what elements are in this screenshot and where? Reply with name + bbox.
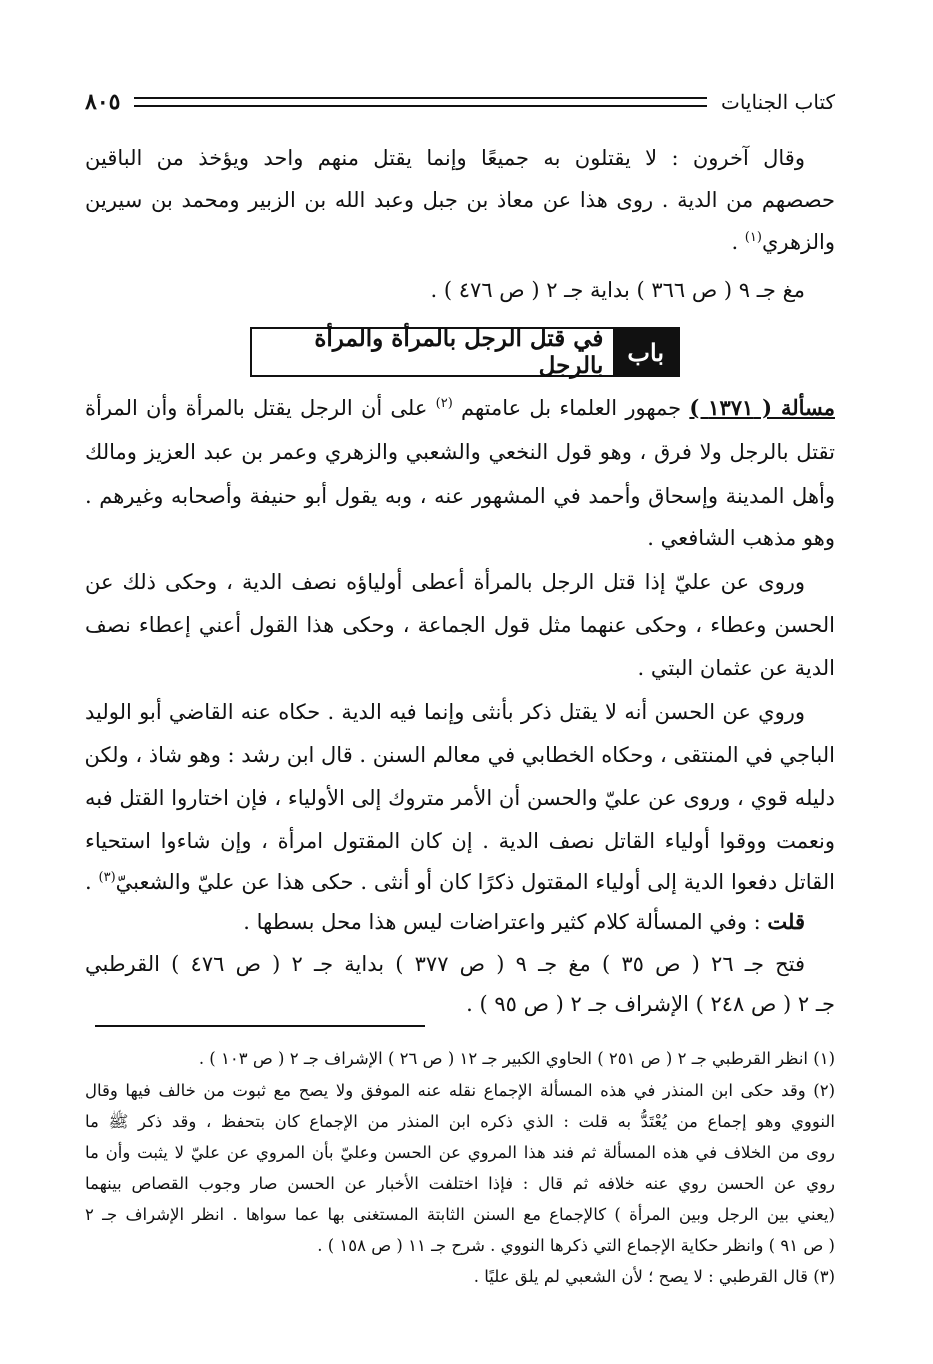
footnote: النووي وهو إجماع من يُعْتَدُّ به قلت : الذي ذكره ابن المنذر من الإجماع كان بتحفظ ، وقد ذكر ﷺ ما	[85, 1112, 835, 1131]
text-span: جمهور العلماء بل عامتهم	[452, 396, 690, 420]
reference-line: فتح جـ ٢٦ ( ص ٣٥ ) مغ جـ ٩ ( ص ٣٧٧ ) بداية جـ ٢ ( ص ٤٧٦ ) القرطبي	[85, 952, 806, 976]
text-line: الحسن وعطاء ، وحكى عنهما مثل قول الجماعة ، وحكى هذا القول أعني إعطاء نصف	[85, 613, 835, 637]
text-line	[85, 862, 835, 902]
text-line: الباجي في المنتقى ، وحكاه الخطابي في معالم السنن . قال ابن رشد : وهو شاذ ، ولكن	[84, 743, 835, 767]
footnote: (يعني بين الرجل وبين المرأة ) كالإجماع مع السنن الثابتة المستغنى بها عما سواها . انظر الإشراف جـ ٢	[85, 1205, 835, 1224]
text-line	[85, 222, 835, 262]
text-line: الدية عن عثمان البتي .	[637, 656, 835, 680]
chapter-heading	[250, 327, 680, 377]
text-span: والزهري	[761, 230, 835, 254]
text-line: وقال آخرون : لا يقتلون به جميعًا وإنما يقتل منهم واحد ويؤخذ من الباقين	[85, 146, 805, 170]
footnote: (٣) قال القرطبي : لا يصح ؛ لأن الشعبي لم يلق عليًا .	[473, 1267, 835, 1286]
text-line: وهو مذهب الشافعي .	[647, 526, 835, 550]
text-line: وروى عن عليّ إذا قتل الرجل بالمرأة أعطى أولياؤه نصف الدية ، وحكى ذلك عن	[85, 570, 805, 594]
text-line: حصصهم من الدية . روى هذا عن معاذ بن جبل وعبد الله بن الزبير ومحمد بن سيرين	[85, 188, 835, 212]
book-page	[85, 82, 835, 1332]
footnote-marker: (١)	[744, 230, 762, 245]
text-span: القاتل دفعوا الدية إلى أولياء المقتول ذكرًا كان أو أنثى . حكى هذا عن عليّ والشعبيّ	[115, 870, 835, 894]
footnote: ( ص ٩١ ) وانظر حكاية الإجماع التي ذكرها النووي . شرح جـ ١١ ( ص ١٥٨ ) .	[317, 1236, 835, 1255]
page-number: ٨٠٥	[85, 89, 121, 115]
text-line: وأهل المدينة وإسحاق وأحمد في المشهور عنه ، وبه يقول أبو حنيفة وأصحابه وغيرهم .	[85, 484, 835, 508]
qult-label: قلت	[767, 909, 805, 934]
chapter-word: باب	[613, 329, 678, 375]
issue-label: مسألة ( ١٣٧١ )	[689, 395, 835, 420]
reference-line: جـ ٢ ( ص ٢٤٨ ) الإشراف جـ ٢ ( ص ٩٥ ) .	[466, 992, 835, 1016]
text-span: على أن الرجل يقتل بالمرأة وأن المرأة	[85, 396, 436, 420]
text-span: .	[85, 870, 99, 894]
text-line: دليله قوي ، وروى عن عليّ والحسن أن الأمر متروك إلى الأولياء ، فإن اختاروا القتل فبه	[85, 786, 835, 810]
chapter-title: في قتل الرجل بالمرأة والمرأة بالرجل	[314, 325, 604, 379]
running-header	[85, 82, 835, 122]
text-line	[85, 388, 835, 428]
footnote-marker: (٢)	[435, 396, 453, 411]
footnote: (١) انظر القرطبي جـ ٢ ( ص ٢٥١ ) الحاوي الكبير جـ ١٢ ( ص ٢٦ ) الإشراف جـ ٢ ( ص ١٠٣ ) .	[198, 1049, 835, 1068]
text-span: .	[731, 230, 745, 254]
footnote-marker: (٣)	[98, 870, 116, 885]
text-line: تقتل بالرجل ولا فرق ، وهو قول النخعي والشعبي والزهري وعمر بن عبد العزيز ومالك	[85, 440, 835, 464]
text-line: وروي عن الحسن أنه لا يقتل ذكر بأنثى وإنما فيه الدية . حكاه عنه القاضي أبو الوليد	[85, 700, 805, 724]
footnote: روى من الخلاف في هذه المسألة ثم فند هذا المروي عن الحسن وعليّ بأن المروي عن عليّ لا يثبت وأن ما	[85, 1143, 835, 1162]
footnote: روي عن الحسن روي عنه خلافه ثم قال : فإذا اختلفت الأخبار عن الحسن صار وجوب القصاص بينهما	[85, 1174, 835, 1193]
text-line: ونعمت ووقوا أولياء القاتل نصف الدية . إن كان المقتول امرأة ، وإن شاءوا استحياء	[85, 829, 835, 853]
footnote: (٢) وقد حكى ابن المنذر في هذه المسألة الإجماع نقله عنه الموفق ولا يصح مع ثبوت من خالف فيها وقال	[85, 1081, 835, 1100]
text-span: : وفي المسألة كلام كثير واعتراضات ليس هذا محل بسطها .	[243, 910, 768, 934]
text-line	[85, 902, 805, 942]
header-rule	[134, 97, 707, 107]
header-title: كتاب الجنايات	[720, 90, 835, 114]
footnote-separator	[95, 1025, 425, 1027]
reference-line: مغ جـ ٩ ( ص ٣٦٦ ) بداية جـ ٢ ( ص ٤٧٦ ) .	[430, 278, 805, 302]
